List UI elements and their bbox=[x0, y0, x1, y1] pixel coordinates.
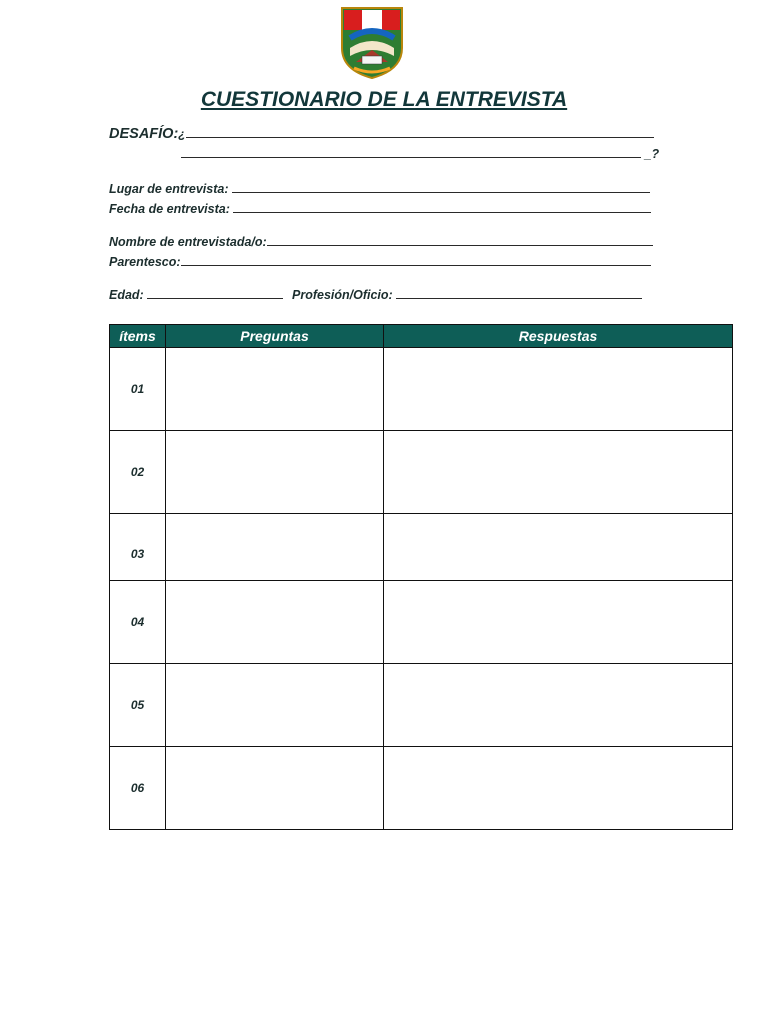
pregunta-cell[interactable] bbox=[166, 514, 384, 581]
item-number: 06 bbox=[110, 747, 166, 830]
table-row bbox=[110, 348, 733, 431]
respuesta-cell[interactable] bbox=[384, 664, 733, 747]
desafio-field-2: _? bbox=[181, 146, 659, 161]
respuesta-cell[interactable] bbox=[384, 348, 733, 431]
respuesta-cell[interactable] bbox=[384, 747, 733, 830]
fecha-line[interactable] bbox=[233, 201, 651, 213]
questions-table bbox=[109, 324, 733, 830]
profesion-label: Profesión/Oficio: bbox=[292, 288, 393, 302]
pregunta-cell[interactable] bbox=[166, 431, 384, 514]
table-row bbox=[110, 747, 733, 830]
nombre-line[interactable] bbox=[267, 234, 653, 246]
parentesco-label: Parentesco: bbox=[109, 255, 181, 269]
desafio-field bbox=[109, 126, 654, 142]
header-respuestas: Respuestas bbox=[384, 325, 733, 348]
lugar-line[interactable] bbox=[232, 181, 650, 193]
pregunta-cell[interactable] bbox=[166, 747, 384, 830]
edad-field bbox=[109, 287, 283, 302]
pregunta-cell[interactable] bbox=[166, 348, 384, 431]
table-row bbox=[110, 581, 733, 664]
nombre-label: Nombre de entrevistada/o: bbox=[109, 235, 267, 249]
desafio-close-mark: ? bbox=[651, 147, 660, 161]
item-number: 01 bbox=[110, 348, 166, 431]
pregunta-cell[interactable] bbox=[166, 664, 384, 747]
header-items: ítems bbox=[110, 325, 166, 348]
table-header-row bbox=[110, 325, 733, 348]
desafio-line-2[interactable] bbox=[181, 146, 641, 158]
profesion-field bbox=[292, 287, 642, 302]
respuesta-cell[interactable] bbox=[384, 581, 733, 664]
edad-label: Edad: bbox=[109, 288, 144, 302]
edad-line[interactable] bbox=[147, 287, 283, 299]
header-preguntas: Preguntas bbox=[166, 325, 384, 348]
nombre-field bbox=[109, 234, 653, 249]
desafio-open-mark: ¿ bbox=[178, 127, 186, 141]
item-number: 03 bbox=[110, 514, 166, 581]
lugar-label: Lugar de entrevista: bbox=[109, 182, 229, 196]
item-number: 04 bbox=[110, 581, 166, 664]
table-row bbox=[110, 431, 733, 514]
school-logo bbox=[338, 4, 406, 80]
page-title: CUESTIONARIO DE LA ENTREVISTA bbox=[200, 88, 568, 111]
pregunta-cell[interactable] bbox=[166, 581, 384, 664]
respuesta-cell[interactable] bbox=[384, 431, 733, 514]
item-number: 05 bbox=[110, 664, 166, 747]
desafio-label: DESAFÍO: bbox=[109, 126, 179, 142]
table-row bbox=[110, 514, 733, 581]
fecha-label: Fecha de entrevista: bbox=[109, 202, 230, 216]
profesion-line[interactable] bbox=[396, 287, 642, 299]
parentesco-line[interactable] bbox=[181, 254, 651, 266]
fecha-field bbox=[109, 201, 651, 216]
lugar-field bbox=[109, 181, 650, 196]
respuesta-cell[interactable] bbox=[384, 514, 733, 581]
desafio-line-1[interactable] bbox=[186, 126, 654, 138]
item-number: 02 bbox=[110, 431, 166, 514]
table-row bbox=[110, 664, 733, 747]
parentesco-field bbox=[109, 254, 651, 269]
